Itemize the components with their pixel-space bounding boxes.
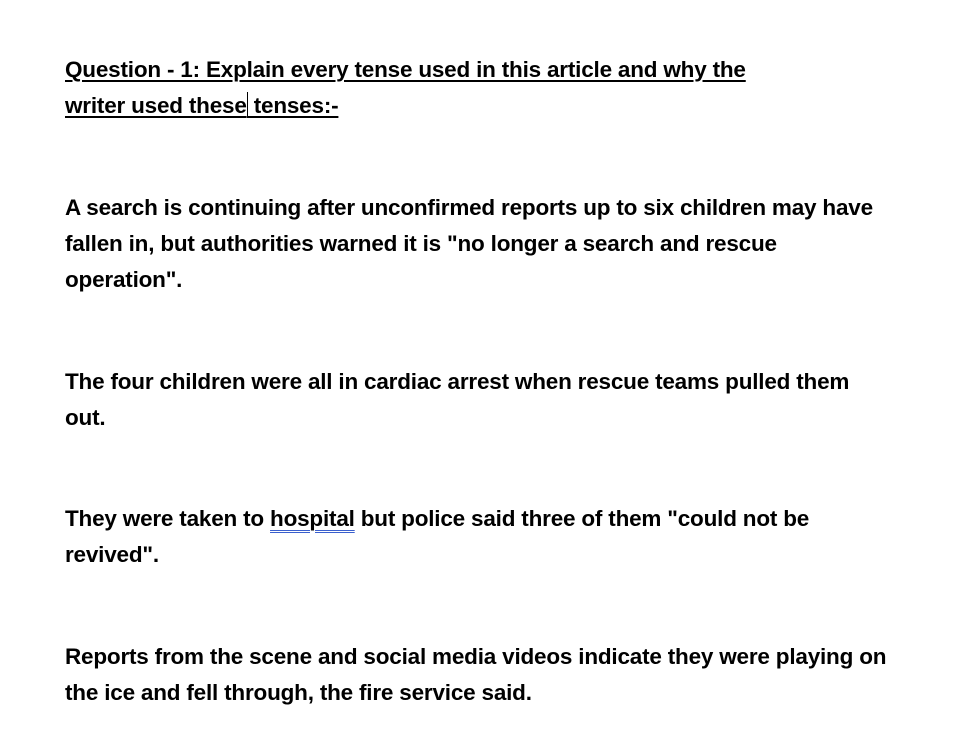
paragraph-hospital-end: but police said three of them "could not be revived".	[65, 506, 810, 567]
document-page[interactable]	[65, 52, 895, 711]
spelling-flagged-word[interactable]: hospital	[270, 506, 355, 531]
paragraph-reports: Reports from the scene and social media videos indicate they were playing on the ice and fell through, the fire service said.	[65, 644, 887, 705]
paragraph-hospital-start: They were taken to	[65, 506, 271, 531]
question-line-2-end: tenses:-	[247, 93, 339, 118]
question-heading	[65, 52, 895, 124]
paragraph-cardiac-arrest: The four children were all in cardiac arrest when rescue teams pulled them out.	[65, 369, 850, 430]
question-line-2-start: writer used these	[65, 93, 247, 118]
paragraph-hospital	[65, 501, 895, 573]
paragraph-search: A search is continuing after unconfirmed reports up to six children may have fallen in, but authorities warned it is "no longer a search and rescue operation".	[65, 195, 873, 292]
question-line-1: Question - 1: Explain every tense used in this article and why the	[65, 57, 746, 82]
